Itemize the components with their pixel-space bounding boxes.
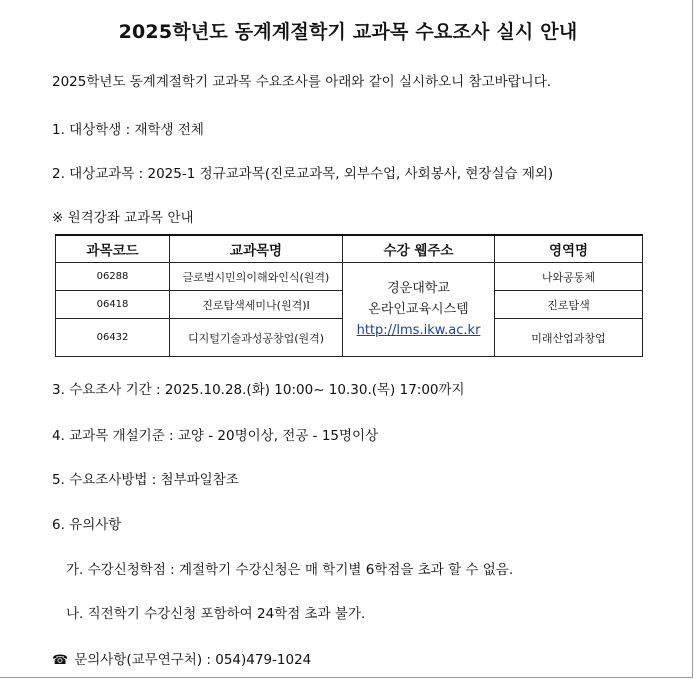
note-credit-limit: 가. 수강신청학점 : 계절학기 수강신청은 매 학기별 6학점을 초과 할 수 없음.	[66, 562, 514, 578]
header-course-code: 과목코드	[56, 235, 170, 263]
remote-course-table	[55, 234, 643, 357]
web-school-name: 경운대학교	[387, 281, 450, 296]
web-address-cell	[343, 263, 495, 357]
contact-text: 문의사항(교무연구처) : 054)479-1024	[74, 652, 312, 668]
course-code: 06418	[56, 291, 170, 319]
item-method: 5. 수요조사방법 : 첨부파일참조	[52, 472, 239, 488]
header-web-address: 수강 웹주소	[343, 235, 495, 263]
item-criteria: 4. 교과목 개설기준 : 교양 - 20명이상, 전공 - 15명이상	[52, 428, 379, 444]
web-system-name: 온라인교육시스템	[368, 302, 469, 317]
course-code: 06288	[56, 263, 170, 291]
area-name: 나와공동체	[495, 263, 643, 291]
item-target-courses: 2. 대상교과목 : 2025-1 정규교과목(진로교과목, 외부수업, 사회봉사, 현장실습 제외)	[52, 166, 554, 182]
item-target-students: 1. 대상학생 : 재학생 전체	[52, 122, 204, 138]
area-name: 진로탐색	[495, 291, 643, 319]
course-code: 06432	[56, 319, 170, 357]
item-notes-heading: 6. 유의사항	[52, 517, 122, 533]
remote-course-heading: ※ 원격강좌 교과목 안내	[52, 210, 194, 226]
table-row	[56, 263, 643, 291]
area-name: 미래산업과창업	[495, 319, 643, 357]
note-total-credit: 나. 직전학기 수강신청 포함하여 24학점 초과 불가.	[66, 606, 366, 622]
item-period: 3. 수요조사 기간 : 2025.10.28.(화) 10:00~ 10.30.(목) 17:00까지	[52, 382, 465, 398]
table-header-row	[56, 235, 643, 263]
course-name: 진로탐색세미나(원격)I	[170, 291, 343, 319]
header-course-name: 교과목명	[170, 235, 343, 263]
header-area-name: 영역명	[495, 235, 643, 263]
intro-text: 2025학년도 동계계절학기 교과목 수요조사를 아래와 같이 실시하오니 참고바랍니다.	[52, 74, 552, 90]
lms-link[interactable]: http://lms.ikw.ac.kr	[356, 323, 481, 338]
contact-line	[52, 648, 311, 668]
page-title: 2025학년도 동계계절학기 교과목 수요조사 실시 안내	[118, 21, 578, 43]
course-name: 디지털기술과성공창업(원격)	[170, 319, 343, 357]
phone-icon: ☎	[52, 653, 69, 668]
course-name: 글로벌시민의이해와인식(원격)	[170, 263, 343, 291]
